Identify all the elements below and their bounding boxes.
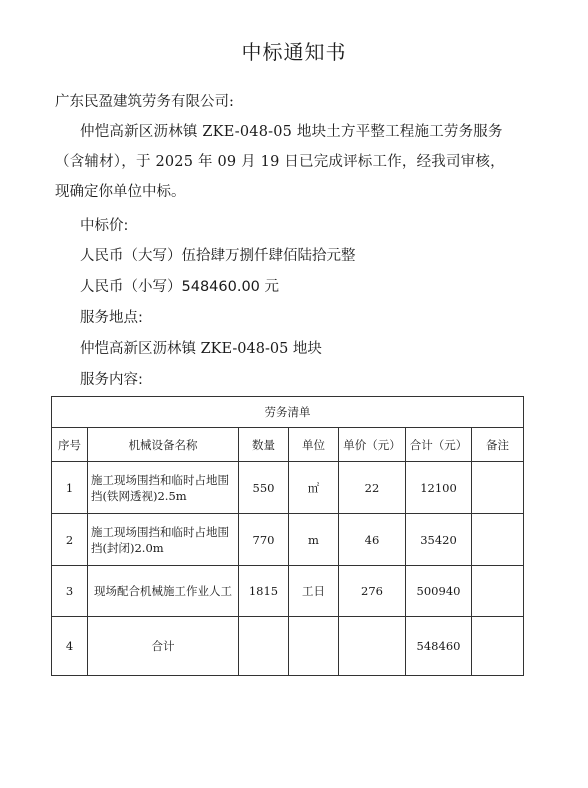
table-header-row (52, 428, 524, 462)
cell-index: 2 (52, 514, 88, 566)
header-cell: 机械设备名称 (88, 428, 239, 462)
price-upper: 人民币（大写）伍拾肆万捌仟肆佰陆拾元整 (80, 248, 356, 264)
cell-index: 3 (52, 566, 88, 617)
cell-item-name: 施工现场围挡和临时占地围挡(封闭)2.0m (88, 514, 239, 566)
cell-unit: 工日 (289, 566, 339, 617)
header-cell: 合计（元） (406, 428, 472, 462)
body-line-3: 现确定你单位中标。 (55, 184, 186, 200)
cell-item-name: 施工现场围挡和临时占地围挡(铁网透视)2.5m (88, 462, 239, 514)
addressee: 广东民盈建筑劳务有限公司: (55, 94, 234, 110)
cell-remark (472, 514, 524, 566)
table-row (52, 566, 524, 617)
price-heading: 中标价: (80, 218, 129, 234)
cell-quantity: 550 (239, 462, 289, 514)
service-location: 仲恺高新区沥林镇 ZKE-048-05 地块 (80, 341, 322, 357)
price-lower: 人民币（小写）548460.00 元 (80, 279, 280, 295)
cell-unit-price: 46 (339, 514, 406, 566)
cell-unit-price: 276 (339, 566, 406, 617)
cell-remark (472, 566, 524, 617)
header-cell: 单价（元） (339, 428, 406, 462)
table-total-row (52, 617, 524, 676)
cell-remark (472, 462, 524, 514)
header-cell: 数量 (239, 428, 289, 462)
cell-unit (289, 617, 339, 676)
table-caption: 劳务清单 (52, 397, 524, 428)
body-line-2: （含辅材），于 2025 年 09 月 19 日已完成评标工作，经我司审核， (55, 154, 505, 170)
cell-unit: m (289, 514, 339, 566)
document-title: 中标通知书 (241, 40, 347, 64)
cell-total: 12100 (406, 462, 472, 514)
table-row (52, 514, 524, 566)
cell-total: 500940 (406, 566, 472, 617)
cell-unit-price: 22 (339, 462, 406, 514)
location-heading: 服务地点: (80, 310, 143, 326)
cell-index: 4 (52, 617, 88, 676)
table-row (52, 462, 524, 514)
cell-unit: ㎡ (289, 462, 339, 514)
cell-remark (472, 617, 524, 676)
cell-item-name: 现场配合机械施工作业人工 (88, 566, 239, 617)
header-cell: 序号 (52, 428, 88, 462)
body-line-1: 仲恺高新区沥林镇 ZKE-048-05 地块土方平整工程施工劳务服务 (80, 124, 503, 140)
cell-grand-total: 548460 (406, 617, 472, 676)
header-cell: 单位 (289, 428, 339, 462)
cell-total: 35420 (406, 514, 472, 566)
cell-quantity (239, 617, 289, 676)
cell-total-label: 合计 (88, 617, 239, 676)
content-heading: 服务内容: (80, 372, 143, 388)
cell-quantity: 1815 (239, 566, 289, 617)
header-cell: 备注 (472, 428, 524, 462)
service-table (51, 396, 524, 676)
cell-quantity: 770 (239, 514, 289, 566)
cell-unit-price (339, 617, 406, 676)
cell-index: 1 (52, 462, 88, 514)
